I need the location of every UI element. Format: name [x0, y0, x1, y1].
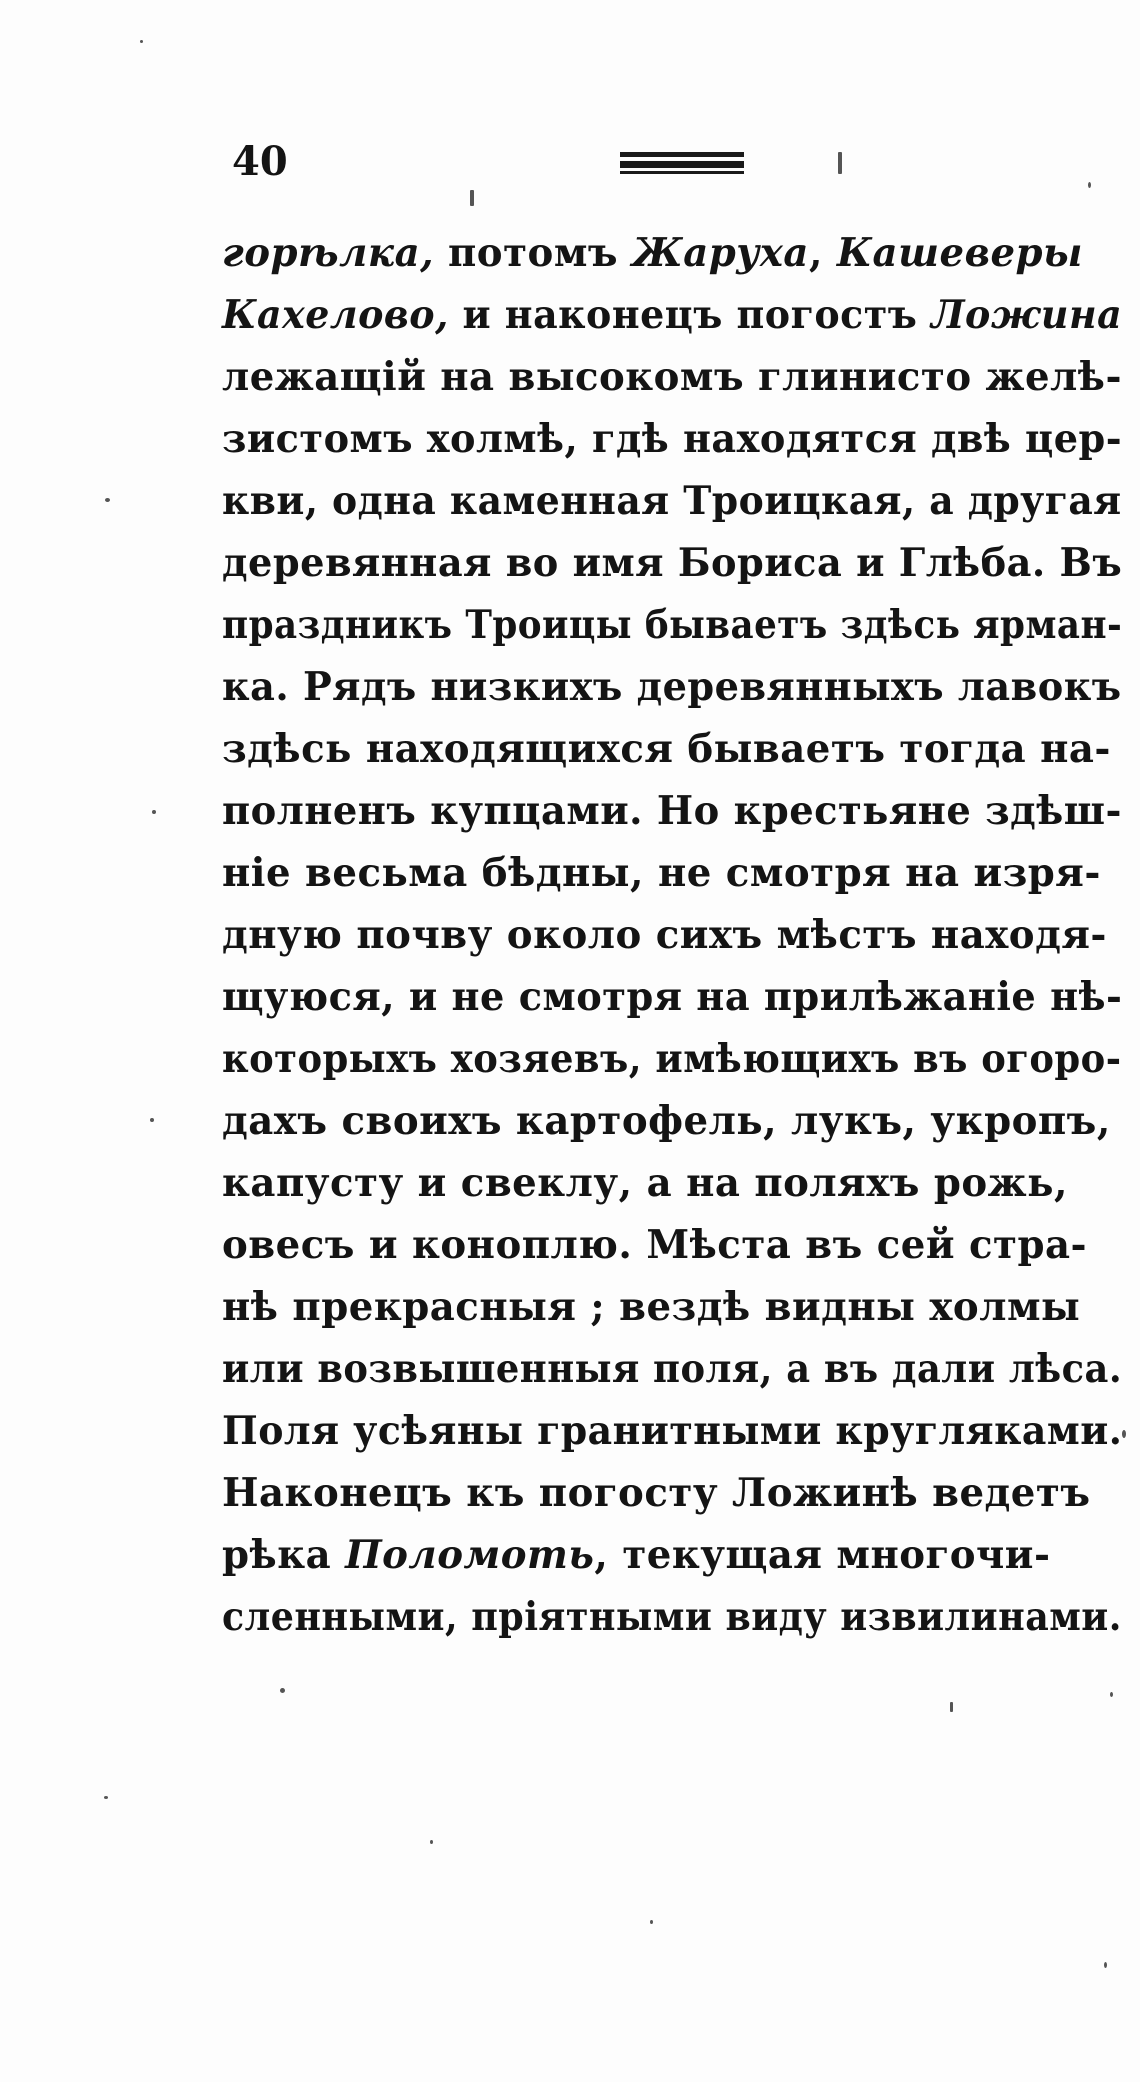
- text-run: ка. Рядъ низкихъ деревянныхъ лавокъ: [222, 664, 1122, 710]
- text-run: ніе весьма бѣдны, не смотря на изря-: [222, 850, 1101, 896]
- scan-speck: [104, 1796, 108, 1799]
- ornament-rule-top: [620, 152, 744, 157]
- text-run: здѣсь находящихся бываетъ тогда на-: [222, 726, 1111, 772]
- text-line: [222, 1462, 1122, 1524]
- text-line: [222, 1028, 1122, 1090]
- italic-place-name: Жаруха: [631, 230, 809, 276]
- text-line: [222, 470, 1122, 532]
- scan-speck: [1104, 1962, 1107, 1968]
- text-run: и наконецъ погостъ: [448, 292, 932, 338]
- text-line: [222, 1090, 1122, 1152]
- text-run: праздникъ Троицы бываетъ здѣсь ярман-: [222, 602, 1123, 648]
- text-line: [222, 408, 1123, 470]
- text-run: Поля усѣяны гранитными кругляками.: [222, 1408, 1123, 1454]
- italic-place-name: Поломоть: [345, 1532, 595, 1578]
- italic-place-name: горѣлка,: [222, 230, 435, 276]
- text-line: [222, 1338, 1123, 1400]
- scan-speck: [430, 1840, 433, 1844]
- text-line: [222, 1214, 1122, 1276]
- text-line: [222, 966, 1123, 1028]
- italic-place-name: Кашеверы: [836, 230, 1083, 276]
- text-line: [222, 594, 1123, 656]
- text-run: овесъ и коноплю. Мѣста въ сей стра-: [222, 1222, 1088, 1268]
- text-run: дахъ своихъ картофель, лукъ, укропъ,: [222, 1098, 1111, 1144]
- text-run: кви, одна каменная Троицкая, а другая: [222, 478, 1122, 524]
- scan-speck: [140, 40, 143, 43]
- text-run: зистомъ холмѣ, гдѣ находятся двѣ цер-: [222, 416, 1123, 462]
- text-run: ,: [808, 230, 837, 276]
- scan-speck: [1122, 1430, 1126, 1438]
- page-number: 40: [232, 138, 288, 185]
- text-line: [222, 346, 1121, 408]
- italic-place-name: Ложина: [931, 292, 1123, 338]
- ornament-rule-middle: [620, 161, 744, 168]
- text-line: [222, 780, 1122, 842]
- scan-speck: [1110, 1692, 1113, 1697]
- text-run: дную почву около сихъ мѣстъ находя-: [222, 912, 1107, 958]
- text-line: [222, 904, 1122, 966]
- text-line: [222, 1152, 1122, 1214]
- scan-speck: [280, 1688, 285, 1693]
- text-line: [222, 718, 1122, 780]
- text-run: , текущая многочи-: [594, 1532, 1051, 1578]
- body-text: [222, 222, 1130, 1648]
- text-line: [222, 222, 1122, 284]
- text-run: сленными, пріятными виду извилинами.: [222, 1594, 1122, 1640]
- text-run: Наконецъ къ погосту Ложинѣ ведетъ: [222, 1470, 1091, 1516]
- text-run: полненъ купцами. Но крестьяне здѣш-: [222, 788, 1122, 834]
- text-line: [222, 284, 1123, 346]
- text-run: рѣка: [222, 1532, 346, 1578]
- text-run: капусту и свеклу, а на поляхъ рожь,: [222, 1160, 1068, 1206]
- scan-speck: [150, 1118, 154, 1122]
- text-line: [222, 532, 1123, 594]
- text-run: потомъ: [434, 230, 632, 276]
- text-line: [222, 1400, 1123, 1462]
- text-line: [222, 842, 1122, 904]
- text-run: деревянная во имя Бориса и Глѣба. Въ: [222, 540, 1123, 586]
- text-run: нѣ прекрасныя ; вездѣ видны холмы: [222, 1284, 1081, 1330]
- text-run: или возвышенныя поля, а въ дали лѣса.: [222, 1346, 1123, 1392]
- text-line: [222, 1524, 1122, 1586]
- text-run: щуюся, и не смотря на прилѣжаніе нѣ-: [222, 974, 1123, 1020]
- ornament-rule-bottom: [620, 171, 744, 174]
- scan-speck: [105, 498, 110, 502]
- scan-speck: [152, 810, 156, 814]
- scan-speck: [650, 1920, 653, 1924]
- text-line: [222, 1276, 1122, 1338]
- scan-speck: [950, 1702, 953, 1712]
- text-line: [222, 1586, 1122, 1648]
- scan-speck: [838, 152, 842, 174]
- scan-speck: [470, 190, 474, 206]
- italic-place-name: Кахелово,: [222, 292, 449, 338]
- text-line: [222, 656, 1122, 718]
- text-run: которыхъ хозяевъ, имѣющихъ въ огоро-: [222, 1036, 1122, 1082]
- header-ornament: [620, 152, 744, 174]
- scan-speck: [1088, 182, 1091, 188]
- text-run: лежащій на высокомъ глинисто желѣ-: [222, 354, 1122, 400]
